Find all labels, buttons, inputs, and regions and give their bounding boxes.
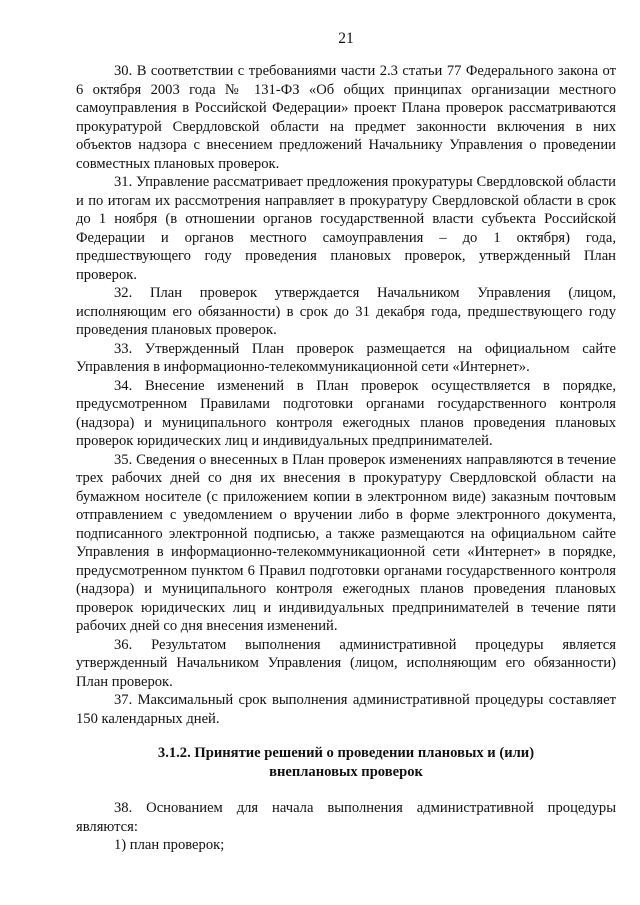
section-heading-line-2: внеплановых проверок — [269, 763, 423, 780]
section-heading — [76, 744, 616, 781]
page-number: 21 — [338, 30, 354, 47]
paragraph-36: 36. Результатом выполнения административной процедуры является утвержденный Начальником Управления (лицом, исполняющим его обязанности) План проверок. — [76, 636, 616, 690]
paragraph-34: 34. Внесение изменений в План проверок осуществляется в порядке, предусмотренном Правилами подготовки органами государственного контроля (надзора) и муниципального контроля ежегодных планов проведения плановых проверок юридических лиц и индивидуальных предпринимателей. — [76, 377, 616, 449]
paragraph-33: 33. Утвержденный План проверок размещается на официальном сайте Управления в информационно-телекоммуникационной сети «Интернет». — [76, 340, 616, 375]
document-body — [76, 62, 616, 855]
section-heading-line-1: 3.1.2. Принятие решений о проведении плановых и (или) — [157, 745, 535, 761]
paragraph-38: 38. Основанием для начала выполнения административной процедуры являются: — [76, 800, 616, 835]
paragraph-30: 30. В соответствии с требованиями части 2.3 статьи 77 Федерального закона от 6 октября 2003 года № 131-ФЗ «Об общих принципах организации местного самоуправления в Российской Федерации» проект Плана проверок рассматриваются прокуратурой Свердловской области на предмет законности включения в них объектов надзора с внесением предложений Начальнику Управления о проведении совместных плановых проверок. — [76, 63, 616, 172]
list-item-plan: 1) план проверок; — [114, 837, 225, 853]
paragraph-31: 31. Управление рассматривает предложения прокуратуры Свердловской области и по итогам их рассмотрения направляет в прокуратуру Свердловской области в срок до 1 ноября (в отношении органов государственной власти субъекта Российской Федерации и органов местного самоуправления – до 1 октября) года, предшествующего году проведения плановых проверок, утвержденный План проверок. — [76, 174, 616, 283]
paragraph-32: 32. План проверок утверждается Начальником Управления (лицом, исполняющим его обязанности) в срок до 31 декабря года, предшествующего году проведения плановых проверок. — [76, 285, 616, 338]
paragraph-35: 35. Сведения о внесенных в План проверок изменениях направляются в течение трех рабочих дней со дня их внесения в прокуратуру Свердловской области на бумажном носителе (с приложением копии в электронном виде) заказным почтовым отправлением с уведомлением о вручении либо в форме электронного документа, подписанного электронной подписью, а также размещаются на официальном сайте Управления в информационно-телекоммуникационной сети «Интернет» в порядке, предусмотренном пунктом 6 Правил подготовки органами государственного контроля (надзора) и муниципального контроля ежегодных планов проведения плановых проверок юридических лиц и индивидуальных предпринимателей в течение пяти рабочих дней со дня внесения изменений. — [76, 451, 616, 634]
document-page — [76, 0, 616, 905]
paragraph-37: 37. Максимальный срок выполнения административной процедуры составляет 150 календарных дней. — [76, 692, 616, 727]
